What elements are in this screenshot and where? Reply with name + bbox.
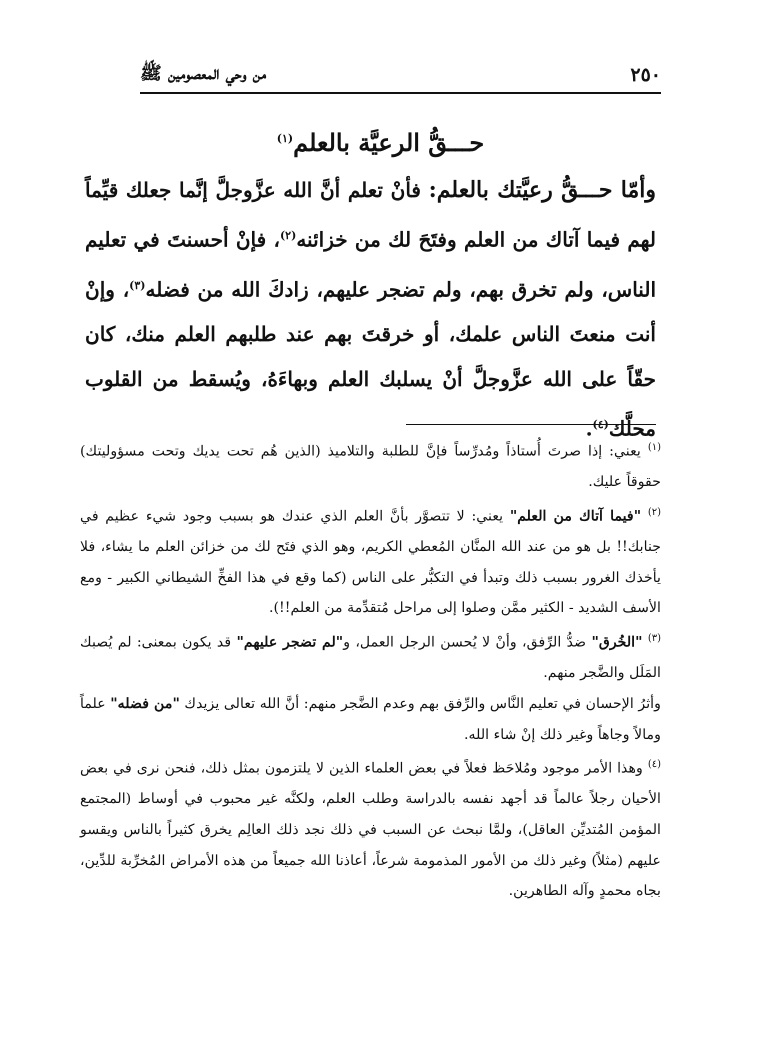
footnote-text: ضدُّ الرِّفق، وأنْ لا يُحسن الرجل العمل، و	[343, 634, 592, 651]
footnote-2	[80, 498, 661, 624]
footnote-divider	[406, 424, 656, 425]
footnote-1	[80, 433, 661, 498]
footnote-quote: "من فضله"	[110, 695, 180, 712]
footnote-text: يعني: لا تتصوَّر بأنَّ العلم الذي عندك هو بسبب وجود شيء عظيم في جنابك!! بل هو من عند الله المنَّان المُعطي الكريم، وهو الذي فتَح لك من خزائن العلم ما يشاء، فلا يأخذك الغرور بسبب ذلك وتبدأ في التكبُّر على الناس (كما وقع في هذا الفخِّ الشيطاني الكبير - ومع الأسف الشديد - الكثير ممَّن وصلوا إلى مراحل مُتقدِّمة من العلم!!).	[80, 508, 661, 617]
paragraph-end: .	[585, 416, 593, 441]
footnote-3	[80, 624, 661, 689]
footnote-marker: (١)	[647, 442, 661, 453]
section-title	[0, 128, 761, 157]
footnote-marker: (٢)	[647, 506, 661, 518]
footnote-text: وأثرُ الإحسان في تعليم النَّاس والرِّفق بهم وعدم الضَّجر منهم: أنَّ الله تعالى يزيدك	[179, 695, 661, 712]
footnote-text: قد يكون بمعنى: لم يُصبك المَلَل والضَّجر منهم.	[80, 634, 661, 682]
paragraph-sentence-2: ، فإنْ أحسنتَ في تعليم الناس، ولم تخرق بهم، ولم تضجر عليهم، زادكَ الله من فضله	[85, 227, 656, 302]
footnotes-section	[80, 433, 661, 907]
page-header	[140, 58, 661, 94]
footnote-ref-1: (١)	[276, 132, 294, 145]
footnote-4	[80, 750, 661, 907]
paragraph-sentence-1: فأنْ تعلم أنَّ الله عزَّوجلَّ إنَّما جعلك قيِّماً لهم فيما آتاك من العلم وفتَحَ لك من خزائنه	[85, 178, 656, 252]
page-number: ٢٥٠	[630, 64, 661, 86]
paragraph-sentence-3: ، وإنْ أنت منعتَ الناس علمك، أو خرقتَ بهم عند طلبهم العلم منك، كان حقّاً على الله عزَّوجلَّ أنْ يسلبك العلم وبهاءَهُ، ويُسقط من القلوب محلَّك	[85, 277, 656, 441]
footnote-text: وهذا الأمر موجود ومُلاحَظ فعلاً في بعض العلماء الذين لا يلتزمون بمثل ذلك، فنحن نرى في بعض الأحيان رجلاً عالماً قد أجهد نفسه بالدراسة وطلب العلم، ولكنَّه غير محبوب في أوساط (المجتمع المؤمن المُتديِّن العاقل)، ولمَّا نبحث عن السبب في ذلك نجد ذلك العالِم يخرق كثيراً بالناس ويقسو عليهم (مثلاً) وغير ذلك من الأمور المذمومة شرعاً، أعاذنا الله جميعاً من هذه الأمراض المُخرِّبة للدِّين، بجاه محمدٍ وآله الطاهرين.	[80, 760, 661, 900]
paragraph-lead: وأمّا حـــقُّ رعيَّتك بالعلم:	[428, 177, 657, 203]
running-title: من وحي المعصومين ﷺ	[140, 63, 267, 84]
section-title-text: حـــقُّ الرعيَّة بالعلم	[293, 128, 485, 157]
footnote-3-continued	[80, 689, 661, 750]
footnote-marker: (٣)	[647, 633, 662, 645]
footnote-ref-3: (٣)	[129, 278, 146, 292]
footnote-marker: (٤)	[647, 759, 662, 771]
main-paragraph	[85, 168, 656, 452]
footnote-text: يعني: إذا صرتَ أُستاذاً ومُدرِّساً فإنَّ للطلبة والتلاميذ (الذين هُم تحت يديك وتحت مسؤوليتك) حقوقاً عليك.	[80, 443, 661, 491]
footnote-ref-4: (٤)	[592, 418, 609, 432]
footnote-quote: "فيما آتاك من العلم"	[509, 508, 642, 525]
footnote-quote: "الخُرق"	[591, 634, 643, 651]
footnote-ref-2: (٢)	[279, 229, 297, 242]
footnote-text: علماً ومالاً وجاهاً وغير ذلك إنْ شاء الله.	[80, 695, 661, 743]
footnote-quote: "لم تضجر عليهم"	[236, 634, 344, 651]
